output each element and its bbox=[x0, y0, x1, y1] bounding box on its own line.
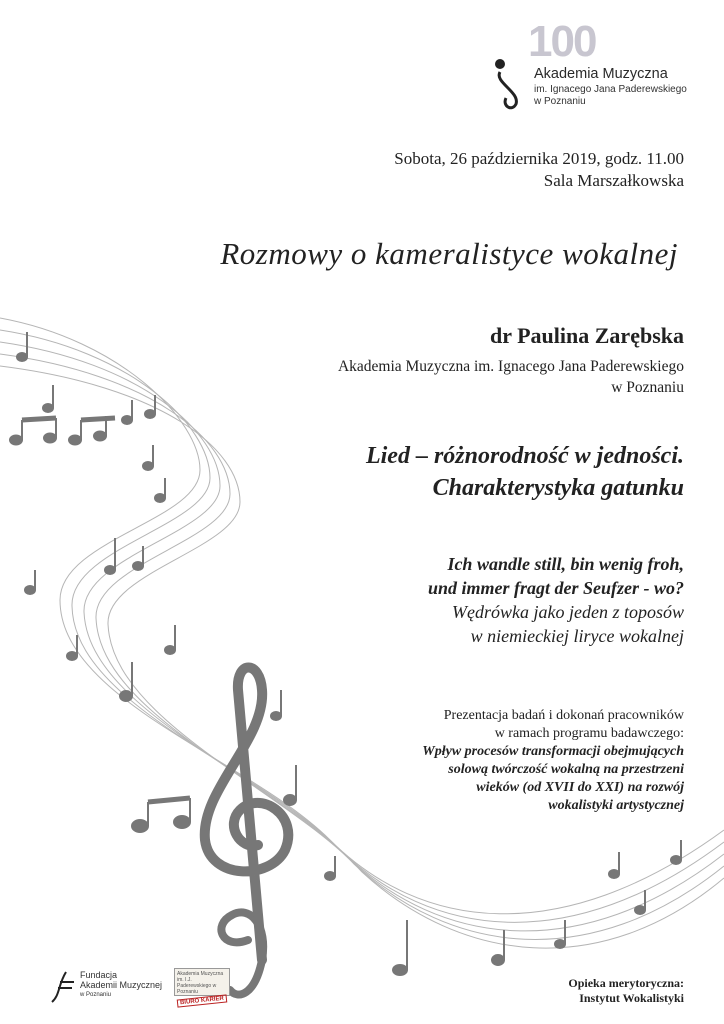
logo-name: Akademia Muzyczna bbox=[534, 66, 668, 82]
logo-line2: im. Ignacego Jana Paderewskiego bbox=[534, 84, 687, 95]
event-venue: Sala Marszałkowska bbox=[543, 171, 684, 190]
foundation-label bbox=[80, 970, 162, 1000]
foundation-line1: Fundacja bbox=[80, 970, 118, 980]
desc-bold3: wieków (od XVII do XXI) na rozwój bbox=[476, 780, 684, 795]
footer-foundation-logo bbox=[52, 972, 74, 1002]
page-title: Rozmowy o kameralistyce wokalnej bbox=[220, 236, 678, 271]
event-info bbox=[394, 148, 684, 192]
speaker-affiliation bbox=[338, 356, 684, 398]
stamp-top-text: Akademia Muzyczna im. I.J. Paderewskiego w Poznaniu bbox=[177, 971, 224, 995]
desc-bold2: solową twórczość wokalną na przestrzeni bbox=[448, 762, 684, 777]
desc-line2: w ramach programu badawczego: bbox=[494, 726, 684, 741]
talk2-german bbox=[428, 552, 684, 600]
foundation-line3: w Poznaniu bbox=[80, 992, 112, 998]
career-office-stamp bbox=[174, 968, 230, 1007]
patronage-value: Instytut Wokalistyki bbox=[579, 991, 684, 1005]
polish-line2: w niemieckiej liryce wokalnej bbox=[470, 626, 684, 646]
event-date: Sobota, 26 października 2019, godz. 11.00 bbox=[394, 149, 684, 168]
patronage-label: Opieka merytoryczna: bbox=[568, 976, 684, 990]
centenary-number-logo bbox=[528, 17, 690, 66]
affiliation-line2: w Poznaniu bbox=[611, 379, 684, 396]
logo-number: 100 bbox=[528, 17, 596, 66]
logo-line3: w Poznaniu bbox=[534, 96, 586, 107]
polish-line1: Wędrówka jako jeden z toposów bbox=[452, 602, 684, 622]
talk2-polish bbox=[452, 600, 684, 648]
affiliation-line1: Akademia Muzyczna im. Ignacego Jana Paderewskiego bbox=[337, 358, 684, 375]
lecture-title bbox=[366, 440, 684, 504]
speaker-name: dr Paulina Zarębska bbox=[490, 323, 684, 348]
akademia-logo-icon bbox=[495, 59, 516, 108]
desc-bold4: wokalistyki artystycznej bbox=[548, 798, 684, 813]
stamp-label: BIURO KARIER bbox=[177, 994, 228, 1007]
desc-bold1: Wpływ procesów transformacji obejmujących bbox=[422, 744, 684, 759]
foundation-line2: Akademii Muzycznej bbox=[80, 980, 163, 990]
patronage bbox=[568, 976, 684, 1006]
desc-line1: Prezentacja badań i dokonań pracowników bbox=[443, 708, 684, 723]
german-line2: und immer fragt der Seufzer - wo? bbox=[427, 578, 684, 598]
german-line1: Ich wandle still, bin wenig froh, bbox=[447, 554, 684, 574]
lecture-line2: Charakterystyka gatunku bbox=[432, 475, 684, 501]
lecture-line1: Lied – różnorodność w jedności. bbox=[365, 443, 684, 469]
program-description bbox=[422, 707, 684, 815]
